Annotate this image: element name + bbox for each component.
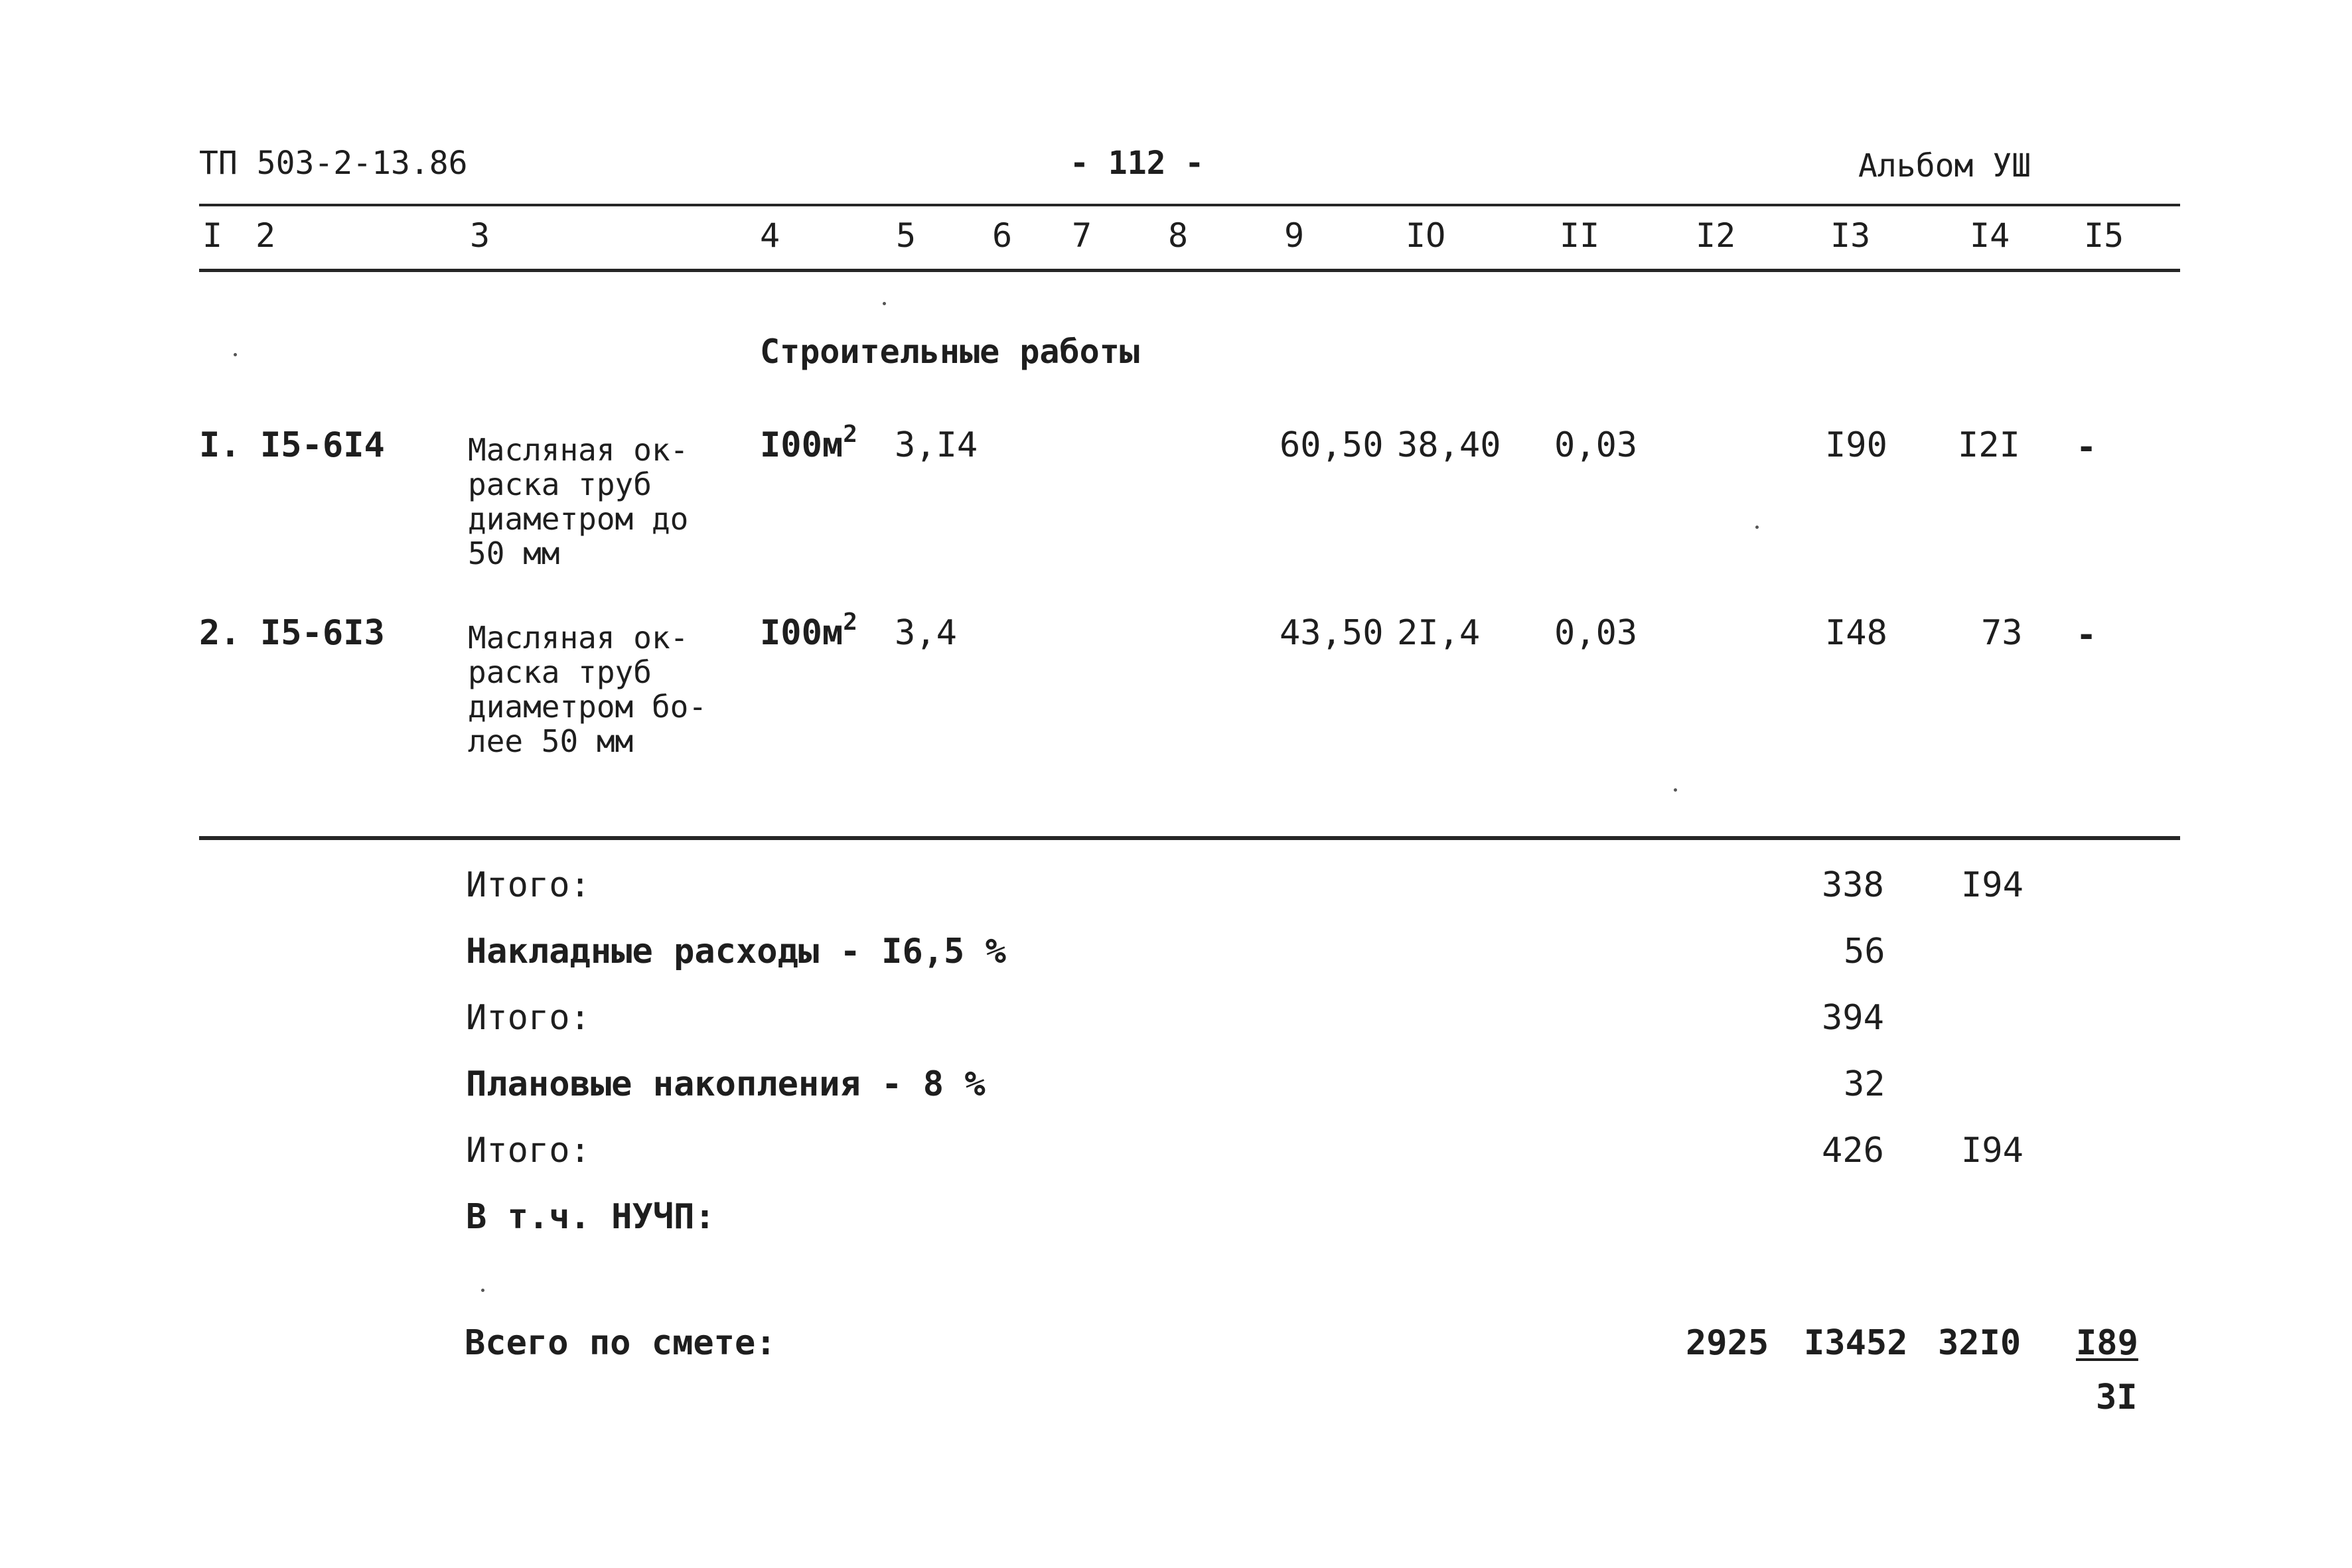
- col-header-8: 8: [1168, 216, 1189, 255]
- row-number: 2.: [199, 613, 241, 653]
- row-col13: I48: [1825, 613, 1887, 653]
- summary-col14: I94: [1961, 1131, 2023, 1171]
- row-col15: -: [2076, 615, 2097, 655]
- row-code: I5-6I4: [260, 425, 385, 465]
- col-header-12: I2: [1696, 216, 1736, 255]
- col-header-13: I3: [1830, 216, 1871, 255]
- col-header-4: 4: [760, 216, 780, 255]
- top-rule: [199, 204, 2180, 206]
- total-col14: 32I0: [1938, 1323, 2021, 1363]
- scan-speck: [883, 302, 886, 305]
- summary-col13: 426: [1822, 1131, 1884, 1171]
- col-header-3: 3: [470, 216, 490, 255]
- col-header-9: 9: [1284, 216, 1305, 255]
- summary-label: Накладные расходы - I6,5 %: [466, 932, 1006, 971]
- summary-col14: I94: [1961, 865, 2023, 905]
- col-header-10: IO: [1406, 216, 1446, 255]
- row-description: Масляная ок- раска труб диаметром бо- лее 50 мм: [468, 620, 707, 759]
- row-col15: -: [2076, 427, 2097, 467]
- col-header-2: 2: [256, 216, 276, 255]
- total-col15-numerator: I89: [2076, 1323, 2138, 1363]
- summary-col13: 56: [1844, 932, 1885, 971]
- summary-label: Итого:: [466, 865, 591, 905]
- col-header-14: I4: [1970, 216, 2010, 255]
- row-quantity: 3,4: [895, 613, 957, 653]
- col-header-11: II: [1560, 216, 1600, 255]
- row-col14: 73: [1981, 613, 2023, 653]
- album-label: Альбом УШ: [1858, 147, 2031, 184]
- col-header-1: I: [202, 216, 223, 255]
- row-col11: 0,03: [1554, 613, 1638, 653]
- scan-speck: [1674, 788, 1677, 792]
- summary-col13: 394: [1822, 998, 1884, 1038]
- row-code: I5-6I3: [260, 613, 385, 653]
- document-code: ТП 503-2-13.86: [199, 145, 468, 182]
- total-label: Всего по смете:: [465, 1323, 776, 1363]
- row-col13: I90: [1825, 425, 1887, 465]
- summary-col13: 338: [1822, 865, 1884, 905]
- row-number: I.: [199, 425, 241, 465]
- row-col14: I2I: [1958, 425, 2020, 465]
- row-description: Масляная ок- раска труб диаметром до 50 мм: [468, 432, 689, 571]
- summary-label: Итого:: [466, 1131, 591, 1171]
- section-title: Строительные работы: [760, 332, 1139, 371]
- row-col10: 38,40: [1397, 425, 1501, 465]
- col-header-6: 6: [992, 216, 1013, 255]
- summary-label: Плановые накопления - 8 %: [466, 1064, 986, 1104]
- summary-rule: [199, 836, 2180, 840]
- row-col11: 0,03: [1554, 425, 1638, 465]
- row-col9: 43,50: [1280, 613, 1384, 653]
- summary-col13: 32: [1844, 1064, 1885, 1104]
- scan-speck: [1755, 526, 1759, 529]
- col-header-5: 5: [896, 216, 917, 255]
- col-header-15: I5: [2084, 216, 2124, 255]
- scan-speck: [481, 1289, 484, 1292]
- row-col9: 60,50: [1280, 425, 1384, 465]
- row-unit: $I00м^2$: [760, 421, 857, 465]
- row-quantity: 3,I4: [895, 425, 978, 465]
- page-number: - 112 -: [1070, 145, 1205, 182]
- scan-speck: [234, 353, 237, 356]
- header-bottom-rule: [199, 269, 2180, 272]
- col-header-7: 7: [1072, 216, 1092, 255]
- row-unit: $I00м^2$: [760, 608, 857, 653]
- total-col13: I3452: [1804, 1323, 1908, 1363]
- row-col10: 2I,4: [1397, 613, 1481, 653]
- summary-label: В т.ч. НУЧП:: [466, 1197, 715, 1237]
- summary-label: Итого:: [466, 998, 591, 1038]
- total-col15-denominator: 3I: [2096, 1378, 2138, 1417]
- total-col12: 2925: [1686, 1323, 1769, 1363]
